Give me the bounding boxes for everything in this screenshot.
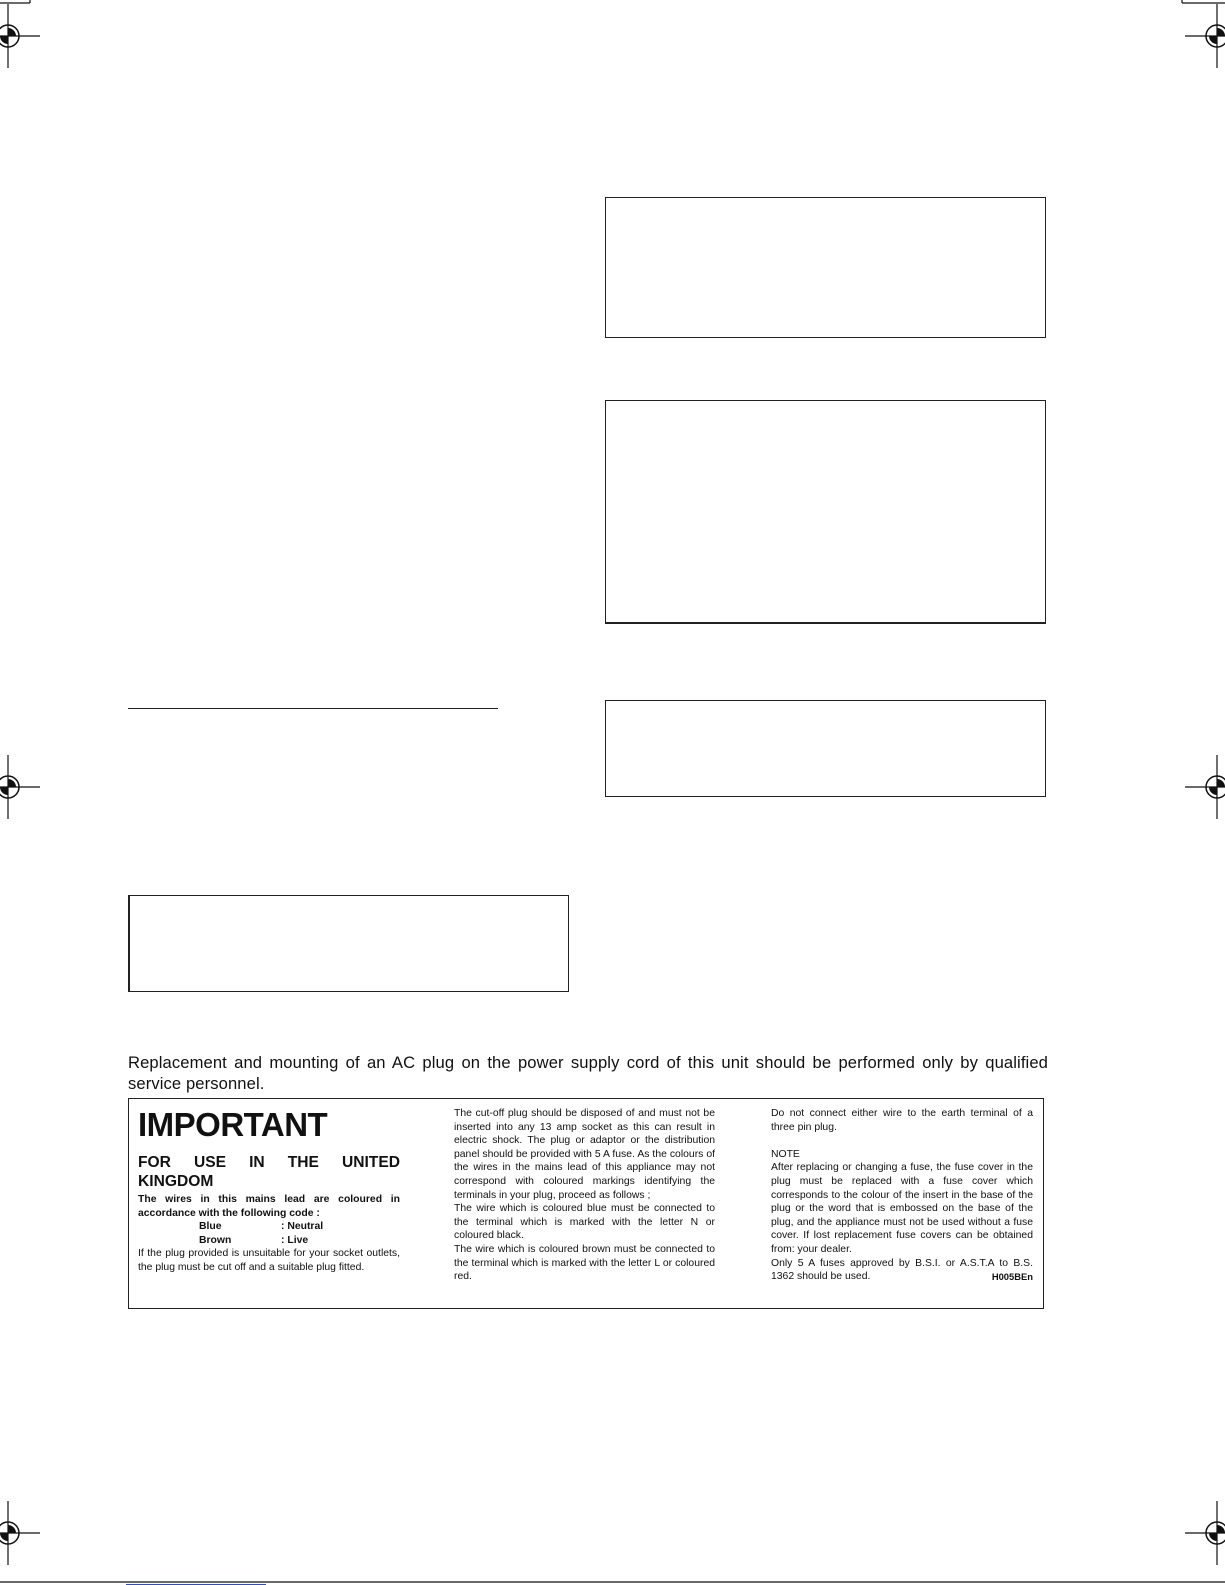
important-subtitle: FOR USE IN THE UNITED KINGDOM (138, 1154, 400, 1190)
important-title: IMPORTANT (138, 1106, 328, 1143)
registration-mark-mid-right-icon (1185, 755, 1225, 819)
registration-mark-top-right-icon (1185, 4, 1225, 68)
important-column-3 (771, 1107, 1033, 1284)
horizontal-rule (128, 708, 498, 709)
blank-box-2 (605, 400, 1046, 624)
blank-box-3 (605, 700, 1046, 797)
cut-off-plug-text: The cut-off plug should be disposed of and must not be inserted into any 13 amp socket as this can result in electric shock. The plug or adaptor or the distribution panel should be provided with 5 A fuse. As the colours of the wires in the mains lead of this appliance may not correspond with coloured markings identifying the terminals in your plug, proceed as follows ; (454, 1108, 715, 1201)
wire-meaning: : Live (281, 1234, 309, 1246)
registration-mark-mid-left-icon (0, 755, 40, 819)
fuse-approval-text (771, 1257, 1033, 1284)
wire-color: Brown (199, 1234, 232, 1246)
wire-code-row-blue (138, 1220, 400, 1234)
ac-plug-notice: Replacement and mounting of an AC plug on the power supply cord of this unit should be performed only by qualified service personnel. (128, 1053, 1048, 1093)
registration-mark-bottom-left-icon (0, 1501, 40, 1565)
uk-plug-important-box (128, 1098, 1044, 1309)
wire-code-row-brown (138, 1234, 400, 1248)
fuse-approval-sentence: Only 5 A fuses approved by B.S.I. or A.S.T.A to B.S. 1362 should be used. (771, 1257, 1033, 1283)
earth-terminal-warning: Do not connect either wire to the earth terminal of a three pin plug. (771, 1108, 1033, 1133)
unsuitable-plug-text: If the plug provided is unsuitable for your socket outlets, the plug must be cut off and a suitable plug fitted. (138, 1248, 400, 1273)
wire-color: Blue (199, 1221, 222, 1233)
registration-mark-top-left-icon (0, 4, 40, 68)
note-heading: NOTE (771, 1148, 800, 1160)
note-text: After replacing or changing a fuse, the fuse cover in the plug must be replaced with a fuse cover which corresponds to the colour of the insert in the base of the plug or the word that is embossed on the base of the plug, and the appliance must not be used without a fuse cover. If lost replacement fuse covers can be obtained from: your dealer. (771, 1162, 1033, 1255)
important-column-2 (454, 1107, 715, 1284)
registration-mark-bottom-right-icon (1185, 1501, 1225, 1565)
brown-wire-text: The wire which is coloured brown must be connected to the terminal which is marked with the letter L or coloured red. (454, 1243, 715, 1283)
wire-meaning: : Neutral (281, 1221, 324, 1233)
important-column-1 (138, 1107, 400, 1275)
blue-wire-text: The wire which is coloured blue must be connected to the terminal which is marked with the letter N or coloured black. (454, 1203, 715, 1242)
reference-code: H005BEn (991, 1271, 1033, 1283)
blank-box-1 (605, 197, 1046, 338)
wire-code-intro: The wires in this mains lead are coloured in accordance with the following code : (138, 1194, 400, 1219)
blank-box-4 (128, 895, 569, 992)
